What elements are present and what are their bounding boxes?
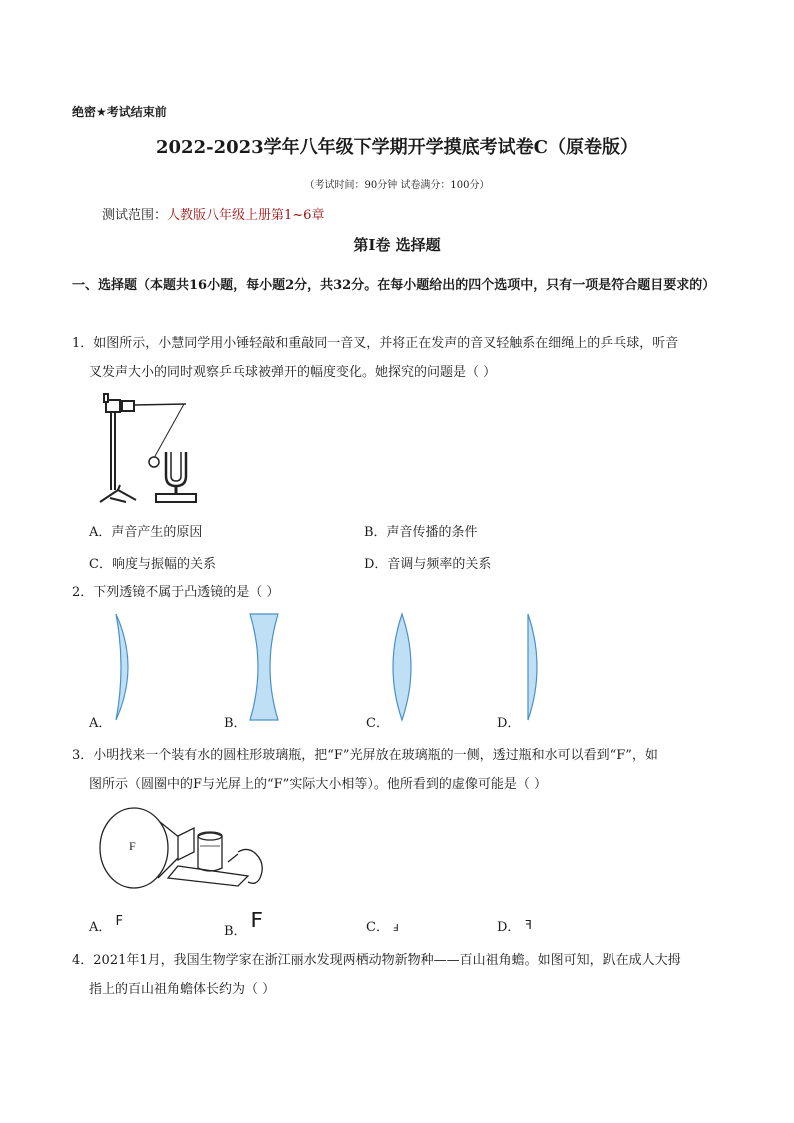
q3-option-a-glyph: F	[115, 914, 124, 929]
q3-option-b[interactable]	[224, 908, 263, 940]
q3-option-c[interactable]	[366, 916, 399, 935]
q3-option-c-label: C．	[366, 920, 389, 935]
lens-b-icon	[242, 612, 292, 722]
tuning-fork-figure	[96, 390, 216, 510]
question-3	[72, 741, 728, 799]
question-1-line-2: 叉发声大小的同时观察乒乓球被弹开的幅度变化。她探究的问题是（ ）	[89, 365, 497, 380]
q3-option-d-glyph: F	[524, 918, 532, 932]
q3-option-a-label: A．	[89, 920, 112, 935]
question-2-line-1: 2．下列透镜不属于凸透镜的是（ ）	[72, 585, 280, 600]
q2-option-d[interactable]: D．	[497, 716, 521, 731]
exam-info: （考试时间：90分钟 试卷满分：100分）	[304, 180, 490, 191]
q3-option-c-glyph: F	[393, 921, 399, 932]
q2-option-a[interactable]: A．	[89, 716, 112, 731]
test-scope-label: 测试范围：	[102, 208, 168, 223]
confidential-label: 绝密★考试结束前	[72, 105, 167, 119]
q1-option-b[interactable]: B．声音传播的条件	[364, 525, 478, 540]
bottle-screen-figure	[98, 806, 278, 896]
q1-option-a[interactable]: A．声音产生的原因	[89, 525, 203, 540]
question-4-line-2: 指上的百山祖角蟾体长约为（ ）	[89, 982, 276, 997]
q3-option-d-label: D．	[497, 920, 521, 935]
lens-d-icon	[520, 612, 560, 722]
q3-option-d[interactable]	[497, 916, 531, 935]
figure-f-label: F	[129, 839, 136, 853]
lens-a-icon	[100, 612, 150, 722]
q3-option-a[interactable]	[89, 916, 123, 935]
q1-option-c[interactable]: C．响度与振幅的关系	[89, 557, 216, 572]
question-4-line-1: 4．2021年1月，我国生物学家在浙江丽水发现两栖动物新物种——百山祖角蟾。如图可知，趴在成人大拇	[72, 953, 681, 968]
part-title: 第Ⅰ卷 选择题	[353, 236, 441, 254]
lens-c-icon	[384, 612, 424, 722]
question-2	[72, 578, 728, 607]
question-1-line-1: 1．如图所示，小慧同学用小锤轻敲和重敲同一音叉，并将正在发声的音叉轻触系在细绳上的乒乓球，听音	[72, 336, 679, 351]
q2-option-b[interactable]: B．	[224, 716, 247, 731]
question-1	[72, 329, 728, 387]
q2-option-c[interactable]: C．	[366, 716, 389, 731]
q3-option-b-label: B．	[224, 924, 247, 939]
q3-option-b-glyph: F	[250, 908, 263, 932]
test-scope	[102, 204, 324, 223]
page-title: 2022-2023学年八年级下学期开学摸底考试卷C（原卷版）	[156, 137, 638, 158]
q1-option-d[interactable]: D．音调与频率的关系	[364, 557, 492, 572]
question-3-line-2: 图所示（圆圈中的F与光屏上的“F”实际大小相等）。他所看到的虚像可能是（ ）	[89, 777, 547, 792]
section-title: 一、选择题（本题共16小题，每小题2分，共32分。在每小题给出的四个选项中，只有一项是符合题目要求的）	[72, 278, 716, 293]
question-4	[72, 946, 728, 1004]
question-3-line-1: 3．小明找来一个装有水的圆柱形玻璃瓶，把“F”光屏放在玻璃瓶的一侧，透过瓶和水可以看到“F”，如	[72, 748, 658, 763]
test-scope-value: 人教版八年级上册第1~6章	[167, 208, 325, 223]
